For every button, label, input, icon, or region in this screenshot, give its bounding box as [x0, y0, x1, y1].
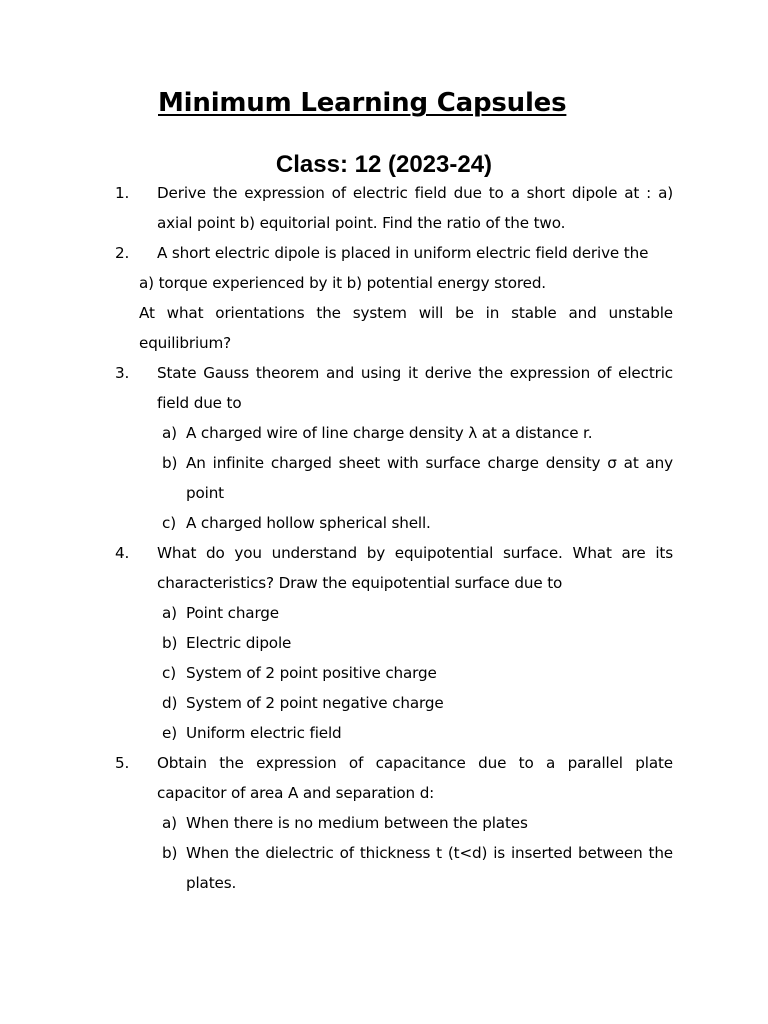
- sub-item-letter: a): [162, 604, 177, 622]
- sub-item-text: Uniform electric field: [186, 724, 342, 742]
- question-text: Obtain the expression of capacitance due to a parallel plate capacitor of area A and separation d:: [157, 754, 673, 802]
- sub-item-text: System of 2 point negative charge: [186, 694, 444, 712]
- question-number: 5.: [115, 754, 130, 772]
- question-4: [0, 538, 768, 598]
- sub-item-letter: e): [162, 724, 177, 742]
- question-number: 3.: [115, 364, 130, 382]
- sub-item-letter: a): [162, 814, 177, 832]
- sub-item-letter: b): [162, 454, 178, 472]
- sub-item: [0, 628, 768, 658]
- sub-item: [0, 508, 768, 538]
- sub-item: [0, 418, 768, 448]
- sub-item-letter: b): [162, 634, 178, 652]
- question-list: [0, 178, 768, 898]
- question-2-line: a) torque experienced by it b) potential energy stored.: [139, 274, 546, 292]
- question-2-line: At what orientations the system will be in stable and unstable: [139, 304, 673, 322]
- sub-item-text: System of 2 point positive charge: [186, 664, 437, 682]
- sub-item-text: When there is no medium between the plates: [186, 814, 528, 832]
- question-number: 2.: [115, 244, 130, 262]
- sub-item-text: A charged wire of line charge density λ at a distance r.: [186, 424, 593, 442]
- sub-item: [0, 838, 768, 898]
- sub-item: [0, 718, 768, 748]
- question-5: [0, 748, 768, 808]
- question-number: 4.: [115, 544, 130, 562]
- sub-item-text: Electric dipole: [186, 634, 292, 652]
- sub-item-text: When the dielectric of thickness t (t<d) is inserted between the plates.: [186, 844, 673, 892]
- sub-item-letter: a): [162, 424, 177, 442]
- sub-item-text: Point charge: [186, 604, 279, 622]
- sub-item-letter: c): [162, 514, 176, 532]
- question-text: State Gauss theorem and using it derive the expression of electric field due to: [157, 364, 673, 412]
- class-heading: Class: 12 (2023-24): [275, 151, 493, 178]
- question-2-line: equilibrium?: [139, 334, 232, 352]
- sub-item: [0, 808, 768, 838]
- question-text: Derive the expression of electric field due to a short dipole at : a) axial point b) equitorial point. Find the ratio of the two.: [157, 184, 673, 232]
- question-text: What do you understand by equipotential surface. What are its characteristics? Draw the equipotential surface due to: [157, 544, 673, 592]
- document-title: Minimum Learning Capsules: [158, 88, 567, 118]
- sub-item: [0, 658, 768, 688]
- sub-item-letter: b): [162, 844, 178, 862]
- sub-item-letter: d): [162, 694, 178, 712]
- sub-item: [0, 448, 768, 508]
- sub-item-text: An infinite charged sheet with surface charge density σ at any point: [186, 454, 673, 502]
- question-2: [0, 238, 768, 268]
- question-3: [0, 358, 768, 418]
- sub-item: [0, 688, 768, 718]
- question-1: [0, 178, 768, 238]
- question-text: A short electric dipole is placed in uniform electric field derive the: [157, 244, 649, 262]
- sub-item: [0, 598, 768, 628]
- question-number: 1.: [115, 184, 130, 202]
- sub-item-text: A charged hollow spherical shell.: [186, 514, 431, 532]
- sub-item-letter: c): [162, 664, 176, 682]
